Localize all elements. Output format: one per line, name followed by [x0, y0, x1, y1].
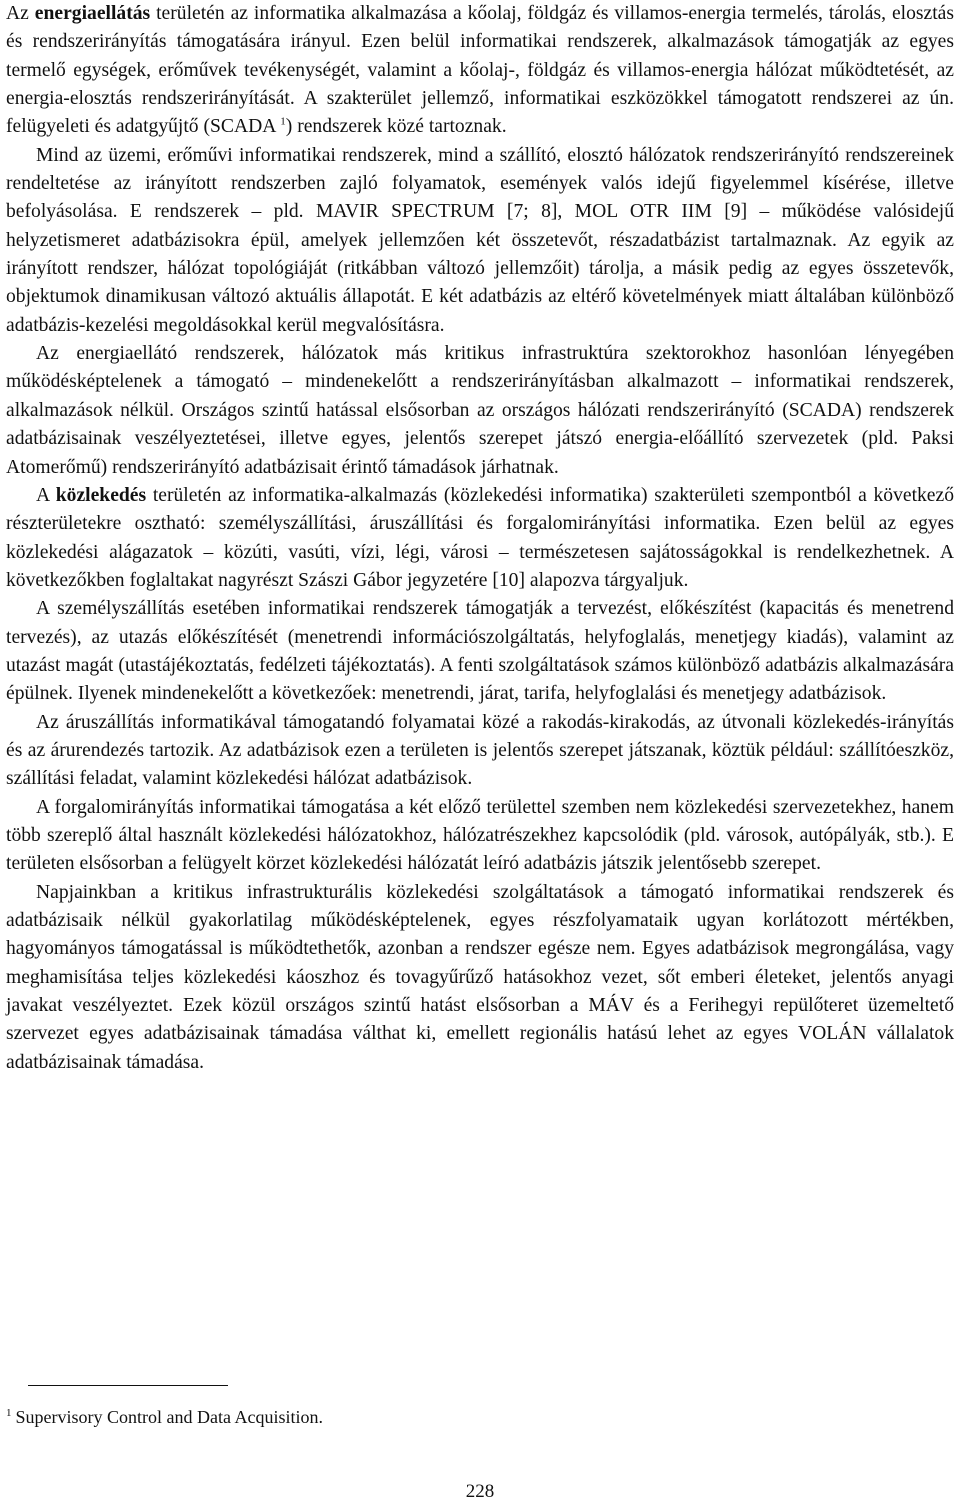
- paragraph-text: A személyszállítás esetében informatikai rendszerek támogatják a tervezést, előkészítést (kapacitás és menetrend tervezés), az utazás előkészítését (menetrendi információszolgáltatás, helyfoglalás, menetjegy kiadás), valamint az utazást magát (utastájékoztatás, fedélzeti tájékoztatás). A fenti szolgáltatások számos különböző adatbázis alkalmazására épülnek. Ilyenek mindenekelőtt a következőek: menetrendi, járat, tarifa, helyfoglalási és menetjegy adatbázisok.: [6, 598, 954, 705]
- paragraph-text: területén az informatika alkalmazása a kőolaj, földgáz és villamos-energia termelés, tárolás, elosztás és rendszerirányítás támogatására irányul. Ezen belül informatikai rendszerek, alkalmazások támogatják az egyes termelő egységek, erőművek tevékenységét, valamint a kőolaj-, földgáz és villamos-energia hálózat működtetését, az energia-elosztás rendszerirányítását. A szakterület jellemző, informatikai eszközökkel támogatott rendszerei az ún. felügyeleti és adatgyűjtő (SCADA: [6, 3, 954, 138]
- document-body: [6, 0, 954, 1077]
- paragraph: [6, 0, 954, 142]
- paragraph: [6, 794, 954, 879]
- footnote-separator: [28, 1385, 228, 1386]
- paragraph: [6, 482, 954, 595]
- paragraph-text: Az: [6, 3, 35, 24]
- paragraph-text: Napjainkban a kritikus infrastrukturális közlekedési szolgáltatások a támogató informatikai rendszerek és adatbázisaik nélkül gyakorlatilag működésképtelenek, egyes részfolyamataik ugyan korlátozott mértékben, hagyományos támogatással is működtethetők, azonban a rendszer egésze nem. Egyes adatbázisok megrongálása, vagy meghamisítása teljes közlekedési káoszhoz és tovagyűrűző hatásokhoz vezet, sőt emberi életeket, jelentős anyagi javakat veszélyeztet. Ezek közül országos szintű hatást elsősorban a MÁV és a Ferihegyi repülőteret üzemeltető szervezet egyes adatbázisainak támadása válthat ki, emellett regionális hatású lehet az egyes VOLÁN vállalatok adatbázisainak támadása.: [6, 881, 954, 1073]
- paragraph-text: A: [36, 484, 56, 506]
- paragraph-text: Az energiaellátó rendszerek, hálózatok más kritikus infrastruktúra szektorokhoz hasonlóan lényegében működésképtelenek a támogató – mindenekelőtt a rendszerirányításban alkalmazott – informatikai rendszerek, alkalmazások nélkül. Országos szintű hatással elsősorban az országos hálózati rendszerirányító (SCADA) rendszerek adatbázisainak veszélyeztetései, illetve egyes, jelentős szerepet játszó energia-előállító szervezetek (pld. Paksi Atomerőmű) rendszerirányító adatbázisait érintő támadások járhatnak.: [6, 343, 954, 478]
- paragraph: [6, 879, 954, 1077]
- bold-term: energiaellátás: [34, 3, 151, 24]
- paragraph: [6, 709, 954, 794]
- paragraph-text: A forgalomirányítás informatikai támogatása a két előző területtel szemben nem közlekedési szervezetekhez, hanem több szereplő által használt közlekedési hálózatokhoz, hálózatrészekhez kapcsolódik (pld. városok, autópályák, stb.). E területen elsősorban a felügyelt körzet közlekedési hálózatát leíró adatbázis játszik jelentősebb szerepet.: [6, 796, 954, 875]
- paragraph-text: ) rendszerek közé tartoznak.: [285, 116, 507, 138]
- paragraph: [6, 595, 954, 708]
- footnote-number: 1: [6, 1407, 12, 1419]
- paragraph-text: területén az informatika-alkalmazás (közlekedési informatika) szakterületi szempontból a következő részterületekre osztható: személyszállítási, áruszállítási és forgalomirányítási informatika. Ezen belül az egyes közlekedési alágazatok – közúti, vasúti, vízi, légi, városi – természetesen sajátosságokkal is rendelkezhetnek. A következőkben foglaltakat nagyrészt Szászi Gábor jegyzetére [10] alapozva tárgyaljuk.: [6, 484, 954, 591]
- paragraph-text: Az áruszállítás informatikával támogatandó folyamatai közé a rakodás-kirakodás, az útvonali közlekedés-irányítás és az árurendezés tartozik. Az adatbázisok ezen a területen is jelentős szerepet játszanak, köztük például: szállítóeszköz, szállítási feladat, valamint közlekedési hálózat adatbázisok.: [6, 711, 954, 790]
- footnote: [6, 1405, 323, 1429]
- footnote-reference: 1: [280, 115, 286, 128]
- paragraph: [6, 340, 954, 482]
- paragraph-text: Mind az üzemi, erőművi informatikai rendszerek, mind a szállító, elosztó hálózatok rendszerirányító rendszereinek rendeltetése az irányított rendszerben zajló folyamatok, események valós idejű figyelemmel kísérése, illetve befolyásolása. E rendszerek – pld. MAVIR SPECTRUM [7; 8], MOL OTR IIM [9] – működése valósidejű helyzetismeret adatbázisokra épül, amelyek jellemzően két összetevőt, részadatbázist tartalmaznak. Az egyik az irányított rendszer, hálózat topológiáját (ritkábban változó jellemzőit) tárolja, a másik pedig az egyes összetevők, objektumok dinamikusan változó aktuális állapotát. E két adatbázis az eltérő követelmények miatt általában különböző adatbázis-kezelési megoldásokkal kerül megvalósításra.: [6, 144, 954, 336]
- footnote-text: Supervisory Control and Data Acquisition.: [15, 1407, 323, 1427]
- paragraph: [6, 142, 954, 340]
- page-number: 228: [465, 1481, 495, 1502]
- bold-term: közlekedés: [55, 484, 147, 506]
